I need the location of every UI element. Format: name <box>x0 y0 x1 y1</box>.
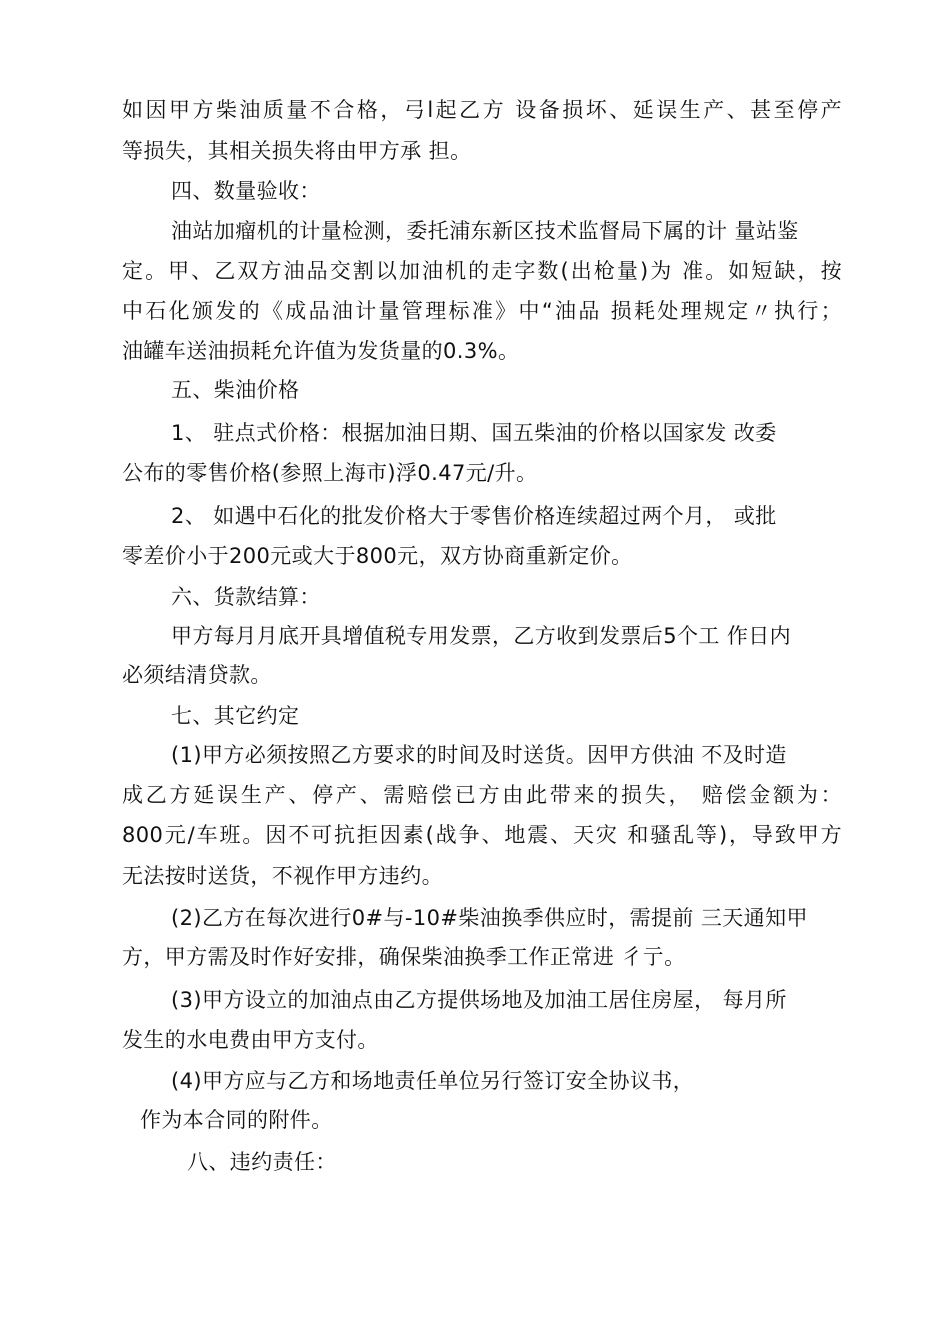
paragraph-line: 必须结清贷款。 <box>122 663 272 687</box>
paragraph-line: 成乙方延误生产、停产、需赔偿已方由此带来的损失， 赔偿金额为： <box>122 783 842 807</box>
paragraph-line: 等损失，其相关损失将由甲方承 担。 <box>122 139 472 163</box>
paragraph-line: 油罐车送油损耗允许值为发货量的0.3%。 <box>122 339 520 363</box>
paragraph-line: 发生的水电费由甲方支付。 <box>122 1028 379 1052</box>
paragraph-line: (3)甲方设立的加油点由乙方提供场地及加油工居住房屋， 每月所 <box>171 988 787 1012</box>
paragraph-line: 如因甲方柴油质量不合格，弓l起乙方 设备损坏、延误生产、甚至停产 <box>122 98 842 122</box>
section-heading-5: 五、柴油价格 <box>171 378 300 402</box>
paragraph-line: 甲方每月月底开具增值税专用发票，乙方收到发票后5个工 作日内 <box>171 624 792 648</box>
paragraph-line: (2)乙方在每次进行0#与-10#柴油换季供应时，需提前 三天通知甲 <box>171 906 808 930</box>
paragraph-line: 中石化颁发的《成品油计量管理标准》中“油品 损耗处理规定〃执行； <box>122 299 842 323</box>
paragraph-line: 作为本合同的附件。 <box>140 1108 333 1132</box>
section-heading-7: 七、其它约定 <box>171 704 300 728</box>
paragraph-line: 无法按时送货，不视作甲方违约。 <box>122 864 443 888</box>
paragraph-line: (4)甲方应与乙方和场地责任单位另行签订安全协议书， <box>171 1069 695 1093</box>
section-heading-4: 四、数量验收： <box>171 179 321 203</box>
paragraph-line: (1)甲方必须按照乙方要求的时间及时送货。因甲方供油 不及时造 <box>171 743 787 767</box>
paragraph-line: 800元/车班。因不可抗拒因素(战争、地震、天灾 和骚乱等)，导致甲方 <box>122 823 842 847</box>
paragraph-line: 定。甲、乙双方油品交割以加油机的走字数(出枪量)为 准。如短缺，按 <box>122 259 842 283</box>
section-heading-6: 六、货款结算： <box>171 585 321 609</box>
paragraph-line: 零差价小于200元或大于800元，双方协商重新定价。 <box>122 544 633 568</box>
paragraph-line: 公布的零售价格(参照上海市)浮0.47元/升。 <box>122 461 538 485</box>
paragraph-line: 油站加瘤机的计量检测，委托浦东新区技术监督局下属的计 量站鉴 <box>171 219 799 243</box>
paragraph-line: 2、 如遇中石化的批发价格大于零售价格连续超过两个月， 或批 <box>171 504 777 528</box>
section-heading-8: 八、违约责任： <box>187 1150 337 1174</box>
paragraph-line: 1、 驻点式价格：根据加油日期、国五柴油的价格以国家发 改委 <box>171 421 777 445</box>
paragraph-line: 方，甲方需及时作好安排，确保柴油换季工作正常进 彳亍。 <box>122 945 686 969</box>
